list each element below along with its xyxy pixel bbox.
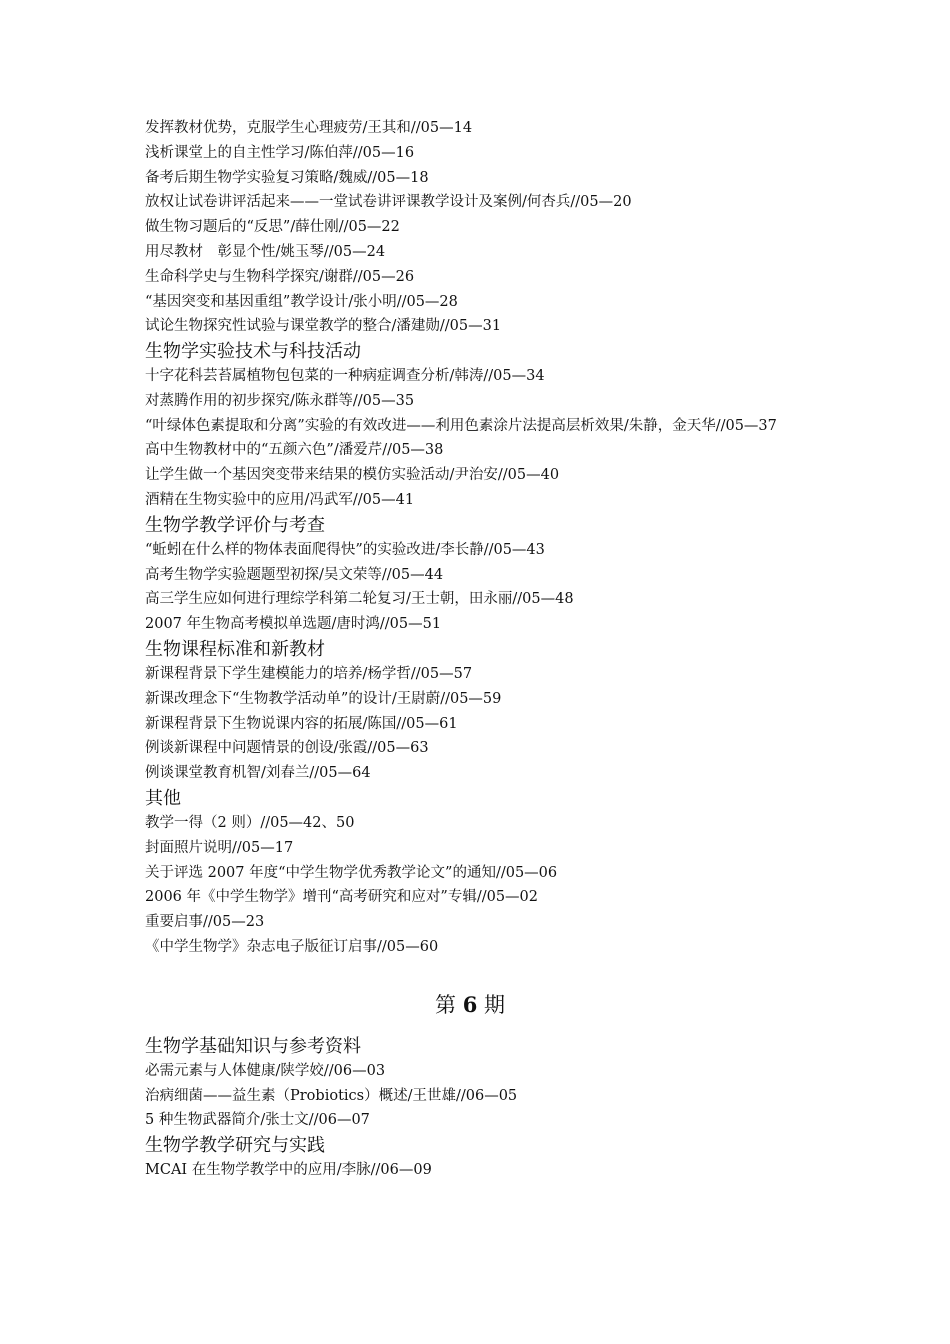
section-heading: 生物学教学评价与考查 xyxy=(145,514,325,536)
section-heading: 生物课程标准和新教材 xyxy=(145,638,325,660)
article-entry: 5 种生物武器简介/张士文//06—07 xyxy=(145,1112,370,1129)
article-entry: “蚯蚓在什么样的物体表面爬得快”的实验改进/李长静//05—43 xyxy=(145,541,545,558)
article-entry: 发挥教材优势，克服学生心理疲劳/王其和//05—14 xyxy=(145,120,473,136)
article-entry: 浅析课堂上的自主性学习/陈伯萍//05—16 xyxy=(145,144,415,161)
article-entry: 让学生做一个基因突变带来结果的模仿实验活动/尹治安//05—40 xyxy=(145,467,560,484)
article-entry: 酒精在生物实验中的应用/冯武军//05—41 xyxy=(145,491,415,508)
article-entry: 放权让试卷讲评活起来——一堂试卷讲评课教学设计及案例/何杏兵//05—20 xyxy=(145,194,632,211)
section-heading: 生物学实验技术与科技活动 xyxy=(145,341,361,363)
article-entry: “基因突变和基因重组”教学设计/张小明//05—28 xyxy=(145,293,458,310)
issue-title xyxy=(145,990,825,1020)
issue-prefix: 第 xyxy=(435,992,456,1017)
article-entry: 治病细菌——益生素（Probiotics）概述/王世雄//06—05 xyxy=(145,1087,518,1104)
article-entry: 高三学生应如何进行理综学科第二轮复习/王士朝，田永丽//05—48 xyxy=(145,591,574,608)
article-entry: 新课改理念下“生物教学活动单”的设计/王尉蔚//05—59 xyxy=(145,690,502,707)
article-entry: 必需元素与人体健康/陕学姣//06—03 xyxy=(145,1062,386,1079)
article-entry: 做生物习题后的“反思”/薛仕刚//05—22 xyxy=(145,219,400,236)
table-of-contents xyxy=(145,116,825,1183)
section-heading: 生物学教学研究与实践 xyxy=(145,1135,325,1157)
section-heading: 其他 xyxy=(145,787,181,809)
article-entry: 重要启事//05—23 xyxy=(145,914,265,931)
article-entry: 《中学生物学》杂志电子版征订启事//05—60 xyxy=(145,938,439,955)
article-entry: 高中生物教材中的“五颜六色”/潘爱芹//05—38 xyxy=(145,442,444,459)
article-entry: 关于评选 2007 年度“中学生物学优秀教学论文”的通知//05—06 xyxy=(145,864,558,881)
article-entry: 例谈课堂教育机智/刘春兰//05—64 xyxy=(145,765,371,782)
article-entry: 对蒸腾作用的初步探究/陈永群等//05—35 xyxy=(145,392,415,409)
article-entry: “叶绿体色素提取和分离”实验的有效改进——利用色素涂片法提高层析效果/朱静，金天华//05—37 xyxy=(145,417,777,434)
article-entry: 试论生物探究性试验与课堂教学的整合/潘建勋//05—31 xyxy=(145,318,502,335)
article-entry: 十字花科芸苔属植物包包菜的一种病症调查分析/韩涛//05—34 xyxy=(145,368,545,385)
article-entry: 用尽教材 彰显个性/姚玉琴//05—24 xyxy=(145,243,386,260)
issue-suffix: 期 xyxy=(484,992,505,1017)
article-entry: MCAI 在生物学教学中的应用/李脉//06—09 xyxy=(145,1162,432,1179)
article-entry: 新课程背景下学生建模能力的培养/杨学哲//05—57 xyxy=(145,665,473,682)
article-entry: 备考后期生物学实验复习策略/魏威//05—18 xyxy=(145,169,429,186)
article-entry: 封面照片说明//05—17 xyxy=(145,839,294,856)
toc-list-issue-6 xyxy=(145,1034,825,1183)
article-entry: 例谈新课程中问题情景的创设/张霞//05—63 xyxy=(145,740,429,757)
article-entry: 教学一得（2 则）//05—42、50 xyxy=(145,814,355,831)
section-heading: 生物学基础知识与参考资料 xyxy=(145,1035,361,1057)
article-entry: 2007 年生物高考模拟单选题/唐时鸿//05—51 xyxy=(145,616,442,633)
issue-number: 6 xyxy=(462,991,478,1017)
toc-list-issue-5 xyxy=(145,116,825,960)
article-entry: 新课程背景下生物说课内容的拓展/陈国//05—61 xyxy=(145,715,458,732)
article-entry: 生命科学史与生物科学探究/谢群//05—26 xyxy=(145,268,415,285)
article-entry: 2006 年《中学生物学》增刊“高考研究和应对”专辑//05—02 xyxy=(145,889,539,906)
article-entry: 高考生物学实验题题型初探/吴文荣等//05—44 xyxy=(145,566,444,583)
